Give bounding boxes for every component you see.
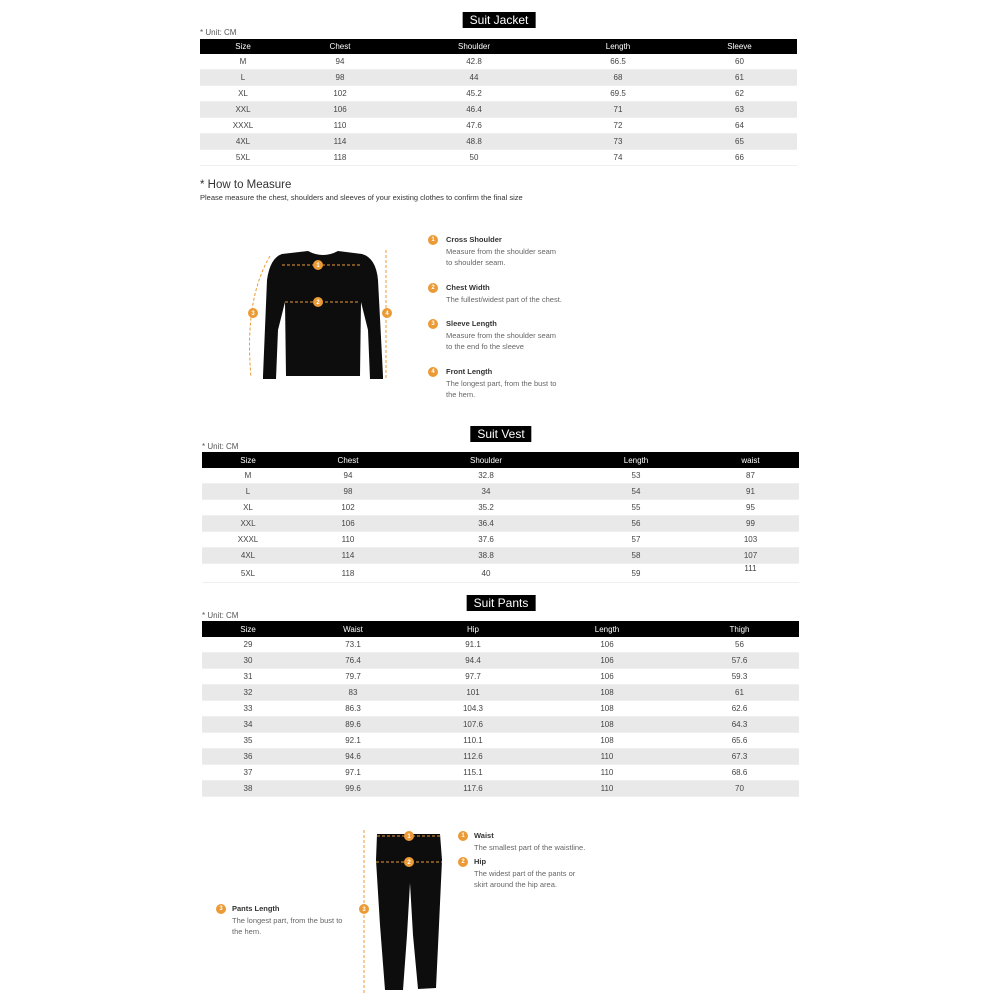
table-header-row <box>202 452 799 468</box>
measurement-cell: 117.6 <box>463 784 483 793</box>
how-to-measure-note: Please measure the chest, shoulders and sleeves of your existing clothes to confirm the final size <box>200 193 523 202</box>
table-row <box>202 500 799 516</box>
measurement-cell: 64.3 <box>731 720 748 729</box>
table-row <box>202 765 799 781</box>
guide-description-line: the hem. <box>446 390 476 399</box>
measurement-cell: 40 <box>481 568 491 578</box>
measurement-cell: 46.4 <box>466 105 482 114</box>
table-row <box>200 102 797 118</box>
measurement-cell: 44 <box>469 73 479 82</box>
measurement-cell: 47.6 <box>466 121 482 130</box>
column-header: Chest <box>329 42 351 51</box>
measurement-cell: 91 <box>746 487 755 496</box>
jacket-size-table <box>200 39 797 166</box>
measurement-cell: 106 <box>600 672 614 681</box>
step-number-badge: 2 <box>458 857 468 867</box>
measurement-cell: 94 <box>343 471 353 480</box>
guide-description-line: to shoulder seam. <box>446 258 506 267</box>
measurement-cell: 34 <box>481 487 491 496</box>
guide-description-line: the hem. <box>232 927 262 936</box>
measurement-cell: 102 <box>333 89 347 98</box>
measurement-cell: 56 <box>631 519 641 528</box>
guide-text <box>232 903 342 938</box>
size-cell: 38 <box>243 784 253 793</box>
measurement-cell: 66.5 <box>610 57 626 66</box>
marker-front-length <box>382 308 392 318</box>
measurement-cell: 106 <box>341 519 355 528</box>
measurement-cell: 106 <box>600 656 614 665</box>
marker-sleeve-length <box>248 308 258 318</box>
table-body <box>202 468 799 583</box>
marker-number: 2 <box>316 300 320 307</box>
measurement-cell: 104.3 <box>462 704 484 713</box>
guide-text <box>474 830 585 853</box>
measurement-cell: 72 <box>613 121 623 130</box>
table-body <box>200 54 797 166</box>
column-header: Shoulder <box>469 455 503 465</box>
measurement-cell: 50 <box>469 153 479 162</box>
column-header: Sleeve <box>727 42 752 51</box>
measurement-cell: 95 <box>746 503 755 512</box>
column-header: Length <box>594 624 620 634</box>
measurement-cell: 62.6 <box>731 704 748 713</box>
measurement-cell: 98 <box>343 487 353 496</box>
table-row <box>202 532 799 548</box>
step-number-badge: 3 <box>428 319 438 329</box>
marker-waist <box>404 831 414 841</box>
step-number-badge: 3 <box>216 904 226 914</box>
size-cell: XXL <box>235 105 251 114</box>
measurement-cell: 61 <box>735 688 744 697</box>
size-cell: XL <box>238 89 248 98</box>
guide-text <box>446 318 556 353</box>
measurement-cell: 66 <box>735 153 744 162</box>
size-cell: 31 <box>243 672 253 681</box>
size-cell: 4XL <box>235 137 251 146</box>
guide-description-line: skirt around the hip area. <box>474 880 557 889</box>
guide-title: Sleeve Length <box>446 319 497 328</box>
table-row <box>202 733 799 749</box>
measurement-cell: 112.6 <box>463 752 483 761</box>
measurement-cell: 63 <box>735 105 744 114</box>
marker-number: 2 <box>407 860 411 867</box>
measurement-cell: 56 <box>735 640 744 649</box>
guide-description-line: The widest part of the pants or <box>474 868 576 878</box>
table-header-row <box>200 39 797 54</box>
measurement-cell: 108 <box>600 736 614 745</box>
guide-description-line: The longest part, from the bust to <box>232 915 343 925</box>
size-cell: 4XL <box>240 551 256 560</box>
measurement-cell: 107 <box>743 551 758 560</box>
size-cell: M <box>244 471 252 480</box>
measurement-cell: 70 <box>735 784 744 793</box>
measurement-cell: 37.6 <box>478 535 494 544</box>
measurement-cell: 64 <box>735 121 744 130</box>
measurement-cell: 99.6 <box>345 784 361 793</box>
measurement-cell: 110 <box>600 752 614 761</box>
table-row <box>202 548 799 564</box>
measurement-cell: 114 <box>333 137 347 146</box>
marker-number: 3 <box>251 311 255 318</box>
measurement-cell: 69.5 <box>610 89 626 98</box>
measurement-cell: 94.4 <box>465 656 481 665</box>
size-cell: 35 <box>243 736 253 745</box>
measurement-cell: 71 <box>613 105 623 114</box>
size-cell: 5XL <box>235 153 251 162</box>
table-row <box>200 70 797 86</box>
size-cell: L <box>240 73 246 82</box>
measurement-cell: 53 <box>631 471 641 480</box>
vest-unit-label: * Unit: CM <box>202 442 239 451</box>
measurement-cell: 102 <box>341 503 355 512</box>
measurement-cell: 118 <box>341 568 355 578</box>
marker-chest-width <box>313 297 323 307</box>
measurement-cell: 110 <box>600 784 614 793</box>
how-to-measure-heading: * How to Measure <box>200 179 292 191</box>
measurement-cell: 110.1 <box>463 736 483 745</box>
measurement-cell: 68.6 <box>731 768 748 777</box>
step-number-badge: 4 <box>428 367 438 377</box>
measurement-cell: 110 <box>341 535 355 544</box>
table-row <box>202 653 799 669</box>
table-row <box>200 54 797 70</box>
measurement-cell: 54 <box>631 487 641 496</box>
measurement-cell: 42.8 <box>466 57 482 66</box>
measurement-cell: 110 <box>600 768 614 777</box>
measurement-cell: 92.1 <box>345 736 361 745</box>
guide-text <box>446 234 556 269</box>
table-row <box>202 669 799 685</box>
sweater-measure-illustration <box>240 240 400 385</box>
column-header: Waist <box>343 624 363 634</box>
guide-text <box>446 366 556 401</box>
measurement-cell: 94 <box>335 57 345 66</box>
column-header: Length <box>605 42 631 51</box>
measurement-cell: 35.2 <box>478 503 494 512</box>
size-cell: 33 <box>243 704 253 713</box>
size-cell: 32 <box>243 688 253 697</box>
marker-number: 1 <box>316 263 320 270</box>
step-number-badge: 2 <box>428 283 438 293</box>
measurement-cell: 106 <box>333 105 347 114</box>
measurement-cell: 108 <box>600 720 614 729</box>
vest-section-title: Suit Vest <box>470 426 531 442</box>
table-row <box>200 118 797 134</box>
guide-title: Front Length <box>446 367 493 376</box>
size-cell: 30 <box>243 656 253 665</box>
measurement-cell: 106 <box>600 640 614 649</box>
guide-title: Cross Shoulder <box>446 235 502 244</box>
guide-title: Waist <box>474 831 494 840</box>
table-row <box>202 685 799 701</box>
table-row <box>202 781 799 797</box>
size-cell: L <box>245 487 251 496</box>
table-row <box>202 749 799 765</box>
measurement-cell: 65.6 <box>731 736 748 745</box>
measurement-cell: 118 <box>333 153 347 162</box>
table-row <box>202 516 799 532</box>
guide-description-line: The smallest part of the waistline. <box>474 842 586 852</box>
table-row <box>202 468 799 484</box>
table-row <box>202 564 799 583</box>
size-cell: 34 <box>243 720 253 729</box>
measurement-cell: 108 <box>600 688 614 697</box>
guide-description-line: to the end fo the sleeve <box>446 342 524 351</box>
measurement-cell: 97.1 <box>345 768 361 777</box>
measurement-cell: 65 <box>735 137 744 146</box>
column-header: Hip <box>466 624 479 634</box>
measurement-cell: 61 <box>735 73 744 82</box>
sweater-shape <box>263 251 383 379</box>
measurement-cell: 55 <box>631 503 641 512</box>
jacket-unit-label: * Unit: CM <box>200 28 237 37</box>
measurement-cell: 73 <box>613 137 623 146</box>
measurement-cell: 36.4 <box>478 519 494 528</box>
size-cell: XXL <box>240 519 256 528</box>
measurement-cell: 32.8 <box>478 471 494 480</box>
measurement-cell: 97.7 <box>465 672 481 681</box>
table-row <box>202 701 799 717</box>
pants-section-title: Suit Pants <box>467 595 536 611</box>
measurement-cell: 45.2 <box>466 89 482 98</box>
measurement-cell: 57 <box>631 535 641 544</box>
table-row <box>202 717 799 733</box>
jacket-section-title: Suit Jacket <box>463 12 536 28</box>
measurement-cell: 87 <box>746 471 755 480</box>
column-header: Chest <box>337 455 359 465</box>
column-header: Size <box>240 455 256 465</box>
marker-number: 3 <box>362 907 366 914</box>
guide-text <box>446 282 562 305</box>
measurement-cell: 107.6 <box>462 720 484 729</box>
guide-description-line: Measure from the shoulder seam <box>446 330 557 340</box>
table-row <box>202 484 799 500</box>
marker-number: 1 <box>407 834 411 841</box>
size-cell: 29 <box>243 640 253 649</box>
guide-description-line: The longest part, from the bust to <box>446 378 557 388</box>
table-body <box>202 637 799 797</box>
table-row <box>200 134 797 150</box>
marker-hip <box>404 857 414 867</box>
measurement-cell: 94.6 <box>345 752 361 761</box>
size-cell: 37 <box>243 768 253 777</box>
measurement-cell: 114 <box>341 551 355 560</box>
measurement-cell: 103 <box>743 535 758 544</box>
size-cell: 36 <box>243 752 253 761</box>
table-row <box>200 86 797 102</box>
column-header: Thigh <box>729 624 750 634</box>
measurement-cell: 57.6 <box>731 656 748 665</box>
guide-description-line: Measure from the shoulder seam <box>446 246 557 256</box>
measurement-cell: 108 <box>600 704 614 713</box>
pants-size-table <box>202 621 799 797</box>
size-cell: 5XL <box>240 568 256 578</box>
measurement-cell: 86.3 <box>345 704 361 713</box>
measurement-cell: 89.6 <box>345 720 361 729</box>
size-cell: M <box>239 57 247 66</box>
measurement-cell: 99 <box>746 519 755 528</box>
step-number-badge: 1 <box>458 831 468 841</box>
pants-measure-illustration <box>350 825 460 997</box>
measurement-cell: 60 <box>735 57 744 66</box>
measurement-cell: 91.1 <box>465 640 481 649</box>
guide-description-line: The fullest/widest part of the chest. <box>446 294 562 304</box>
guide-title: Pants Length <box>232 904 280 913</box>
measurement-cell: 98 <box>335 73 345 82</box>
column-header: waist <box>741 455 760 465</box>
size-cell: XXXL <box>237 535 259 544</box>
measurement-cell: 74 <box>613 153 623 162</box>
column-header: Shoulder <box>457 42 491 51</box>
measurement-cell: 110 <box>333 121 347 130</box>
measurement-cell: 83 <box>348 688 358 697</box>
column-header: Size <box>235 42 251 51</box>
measurement-cell: 59 <box>631 568 641 578</box>
measurement-cell: 115.1 <box>463 768 483 777</box>
measurement-cell: 48.8 <box>466 137 482 146</box>
table-row <box>202 637 799 653</box>
column-header: Size <box>240 624 256 634</box>
table-row <box>200 150 797 166</box>
measurement-cell: 68 <box>613 73 623 82</box>
measurement-cell: 67.3 <box>731 752 748 761</box>
column-header: Length <box>623 455 649 465</box>
marker-pants-length <box>359 904 369 914</box>
marker-number: 4 <box>385 311 389 318</box>
marker-cross-shoulder <box>313 260 323 270</box>
measurement-cell: 111 <box>744 563 757 573</box>
measurement-cell: 58 <box>631 551 641 560</box>
measurement-cell: 101 <box>466 688 480 697</box>
measurement-cell: 59.3 <box>731 672 748 681</box>
table-header-row <box>202 621 799 637</box>
guide-title: Chest Width <box>446 283 490 292</box>
guide-text <box>474 856 575 891</box>
vest-size-table <box>202 452 799 583</box>
step-number-badge: 1 <box>428 235 438 245</box>
measurement-cell: 38.8 <box>478 551 494 560</box>
guide-title: Hip <box>474 857 487 866</box>
size-cell: XXXL <box>232 121 254 130</box>
size-cell: XL <box>243 503 253 512</box>
measurement-cell: 76.4 <box>345 656 361 665</box>
pants-unit-label: * Unit: CM <box>202 611 239 620</box>
measurement-cell: 73.1 <box>345 640 361 649</box>
measurement-cell: 62 <box>735 89 744 98</box>
measurement-cell: 79.7 <box>345 672 361 681</box>
